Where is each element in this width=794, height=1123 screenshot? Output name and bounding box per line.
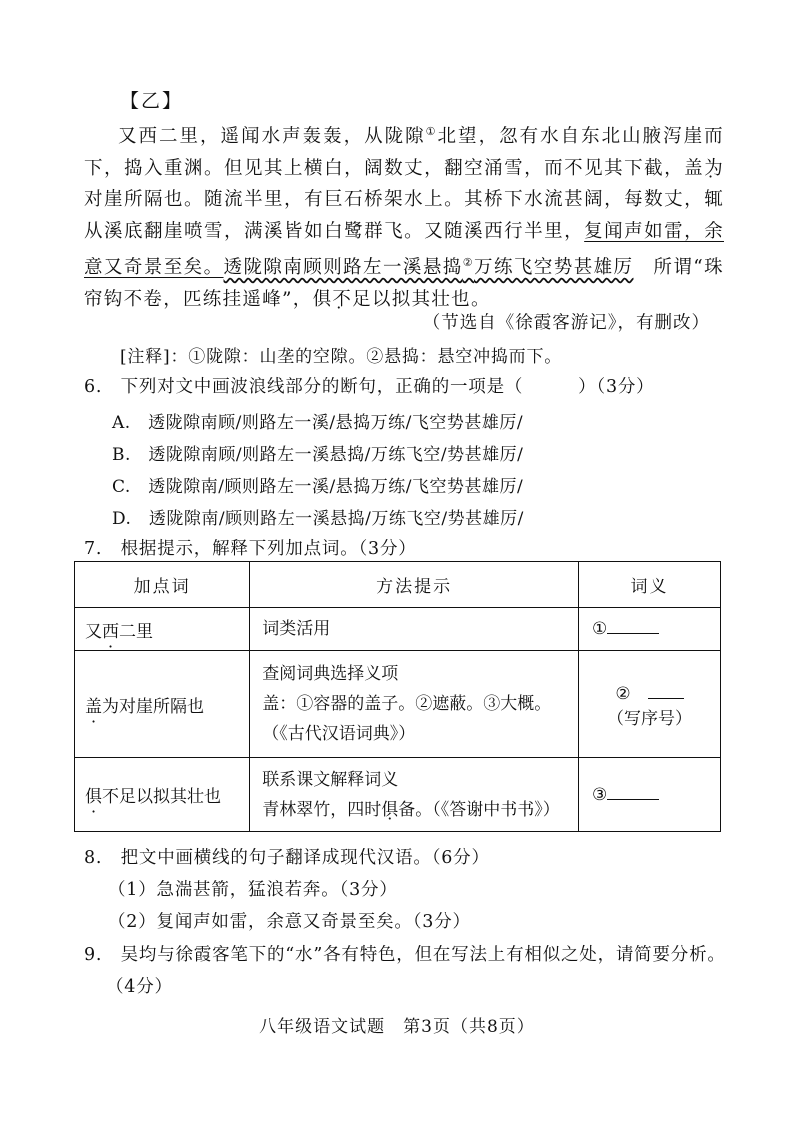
- method-line: 查阅词典选择义项: [262, 664, 399, 684]
- header-word: 加点词: [75, 562, 250, 608]
- passage-run: 不足以拟其壮也。: [332, 288, 491, 310]
- dotted-word: 俱: [85, 787, 102, 807]
- dotted-word: 俱: [312, 288, 333, 310]
- passage-run: 为对崖所隔也。随流半里，有巨石桥架水上。其桥下水流甚阔，每数丈，辄从溪底翻崖喷雪，满溪皆如白鹭群飞。又随溪西行半里，: [84, 157, 724, 242]
- word-cell: [75, 758, 250, 832]
- word-cell: [75, 651, 250, 758]
- passage-run: 北望，忽有水自东北山腋泻崖而下，捣入重渊。但见其上横白，阔数丈，翻空涌雪，而不见其下截，: [84, 126, 724, 179]
- footnote-marker: ②: [462, 256, 475, 270]
- method-cell: 词类活用: [250, 608, 579, 651]
- question-6-stem: 6. 下列对文中画波浪线部分的断句，正确的一项是（ ）（3分）: [84, 377, 655, 397]
- question-7-stem: 7. 根据提示，解释下列加点词。（3分）: [84, 539, 417, 559]
- header-meaning: 词义: [579, 562, 721, 608]
- underlined-sentence: 复闻声如雷，余意又奇景至矣。: [84, 220, 724, 279]
- method-cell: [250, 758, 579, 832]
- option-b: B. 透陇隙南顾/则路左一溪悬捣/万练飞空/势甚雄厉/: [112, 445, 524, 465]
- option-a: A. 透陇隙南顾/则路左一溪/悬捣万练/飞空势甚雄厉/: [112, 413, 524, 433]
- dotted-word: 俱: [381, 799, 399, 820]
- option-d: D. 透陇隙南/顾则路左一溪悬捣/万练飞空/势甚雄厉/: [112, 509, 524, 529]
- table-header-row: [75, 562, 721, 608]
- answer-number: ②: [615, 684, 631, 704]
- method-line: 盖：①容器的盖子。②遮蔽。③大概。（《古代汉语词典》）: [262, 694, 552, 744]
- question-8-item-1: （1）急湍甚箭，猛浪若奔。（3分）: [108, 880, 398, 900]
- passage-run: 所谓“珠帘钩不卷，匹练挂遥峰”，: [84, 257, 724, 310]
- method-line: 联系课文解释词义: [262, 769, 399, 790]
- dotted-word: 盖: [684, 157, 705, 179]
- method-line: [262, 795, 577, 825]
- source-citation: （节选自《徐霞客游记》，有删改）: [422, 313, 710, 333]
- answer-note: （写序号）: [607, 709, 692, 729]
- word-text: 不足以拟其壮也: [102, 787, 221, 807]
- answer-blank[interactable]: [648, 698, 684, 699]
- word-table: [74, 561, 721, 832]
- answer-cell: [579, 758, 721, 832]
- table-row: [75, 608, 721, 651]
- wavy-underlined-sentence: [224, 257, 634, 278]
- dotted-word: 盖: [85, 696, 102, 717]
- passage-heading: 【乙】: [120, 90, 184, 112]
- dotted-word: 西: [102, 621, 119, 642]
- wavy-run: 万练飞空势甚雄厉: [474, 257, 634, 279]
- passage-text: [84, 116, 724, 315]
- answer-number: ③: [592, 784, 608, 805]
- page-footer: 八年级语文试题 第3页（共8页）: [259, 1017, 535, 1037]
- word-text: 二里: [119, 621, 153, 642]
- word-text: 又: [85, 621, 102, 642]
- word-cell: [75, 608, 250, 651]
- answer-cell: [579, 608, 721, 651]
- answer-number: ①: [592, 619, 608, 639]
- option-c: C. 透陇隙南/顾则路左一溪/悬捣万练/飞空势甚雄厉/: [112, 477, 524, 497]
- answer-blank[interactable]: [607, 633, 659, 634]
- question-8-stem: 8. 把文中画横线的句子翻译成现代汉语。（6分）: [84, 848, 490, 868]
- passage-run: 又西二里，遥闻水声轰轰，从陇隙: [118, 126, 426, 148]
- question-8-item-2: （2）复闻声如雷，余意又奇景至矣。（3分）: [108, 912, 471, 932]
- question-9-score: （4分）: [106, 977, 173, 997]
- word-text: 为对崖所隔也: [102, 696, 204, 717]
- method-text: 青林翠竹，四时: [262, 799, 382, 820]
- footnote-marker: ①: [425, 125, 438, 138]
- wavy-run: 透陇隙南顾则路左一溪悬捣: [223, 257, 463, 279]
- annotation-notes: [注释]：①陇隙：山垄的空隙。②悬捣：悬空冲捣而下。: [120, 347, 563, 367]
- table-row: [75, 651, 721, 758]
- header-method: 方法提示: [250, 562, 579, 608]
- method-text: 备。（《答谢中书书》）: [398, 799, 560, 820]
- answer-blank[interactable]: [607, 799, 659, 800]
- question-9-stem: 9. 吴均与徐霞客笔下的“水”各有特色，但在写法上有相似之处，请简要分析。: [84, 945, 726, 965]
- method-cell: [250, 651, 579, 758]
- answer-cell: [579, 651, 721, 758]
- table-row: [75, 758, 721, 832]
